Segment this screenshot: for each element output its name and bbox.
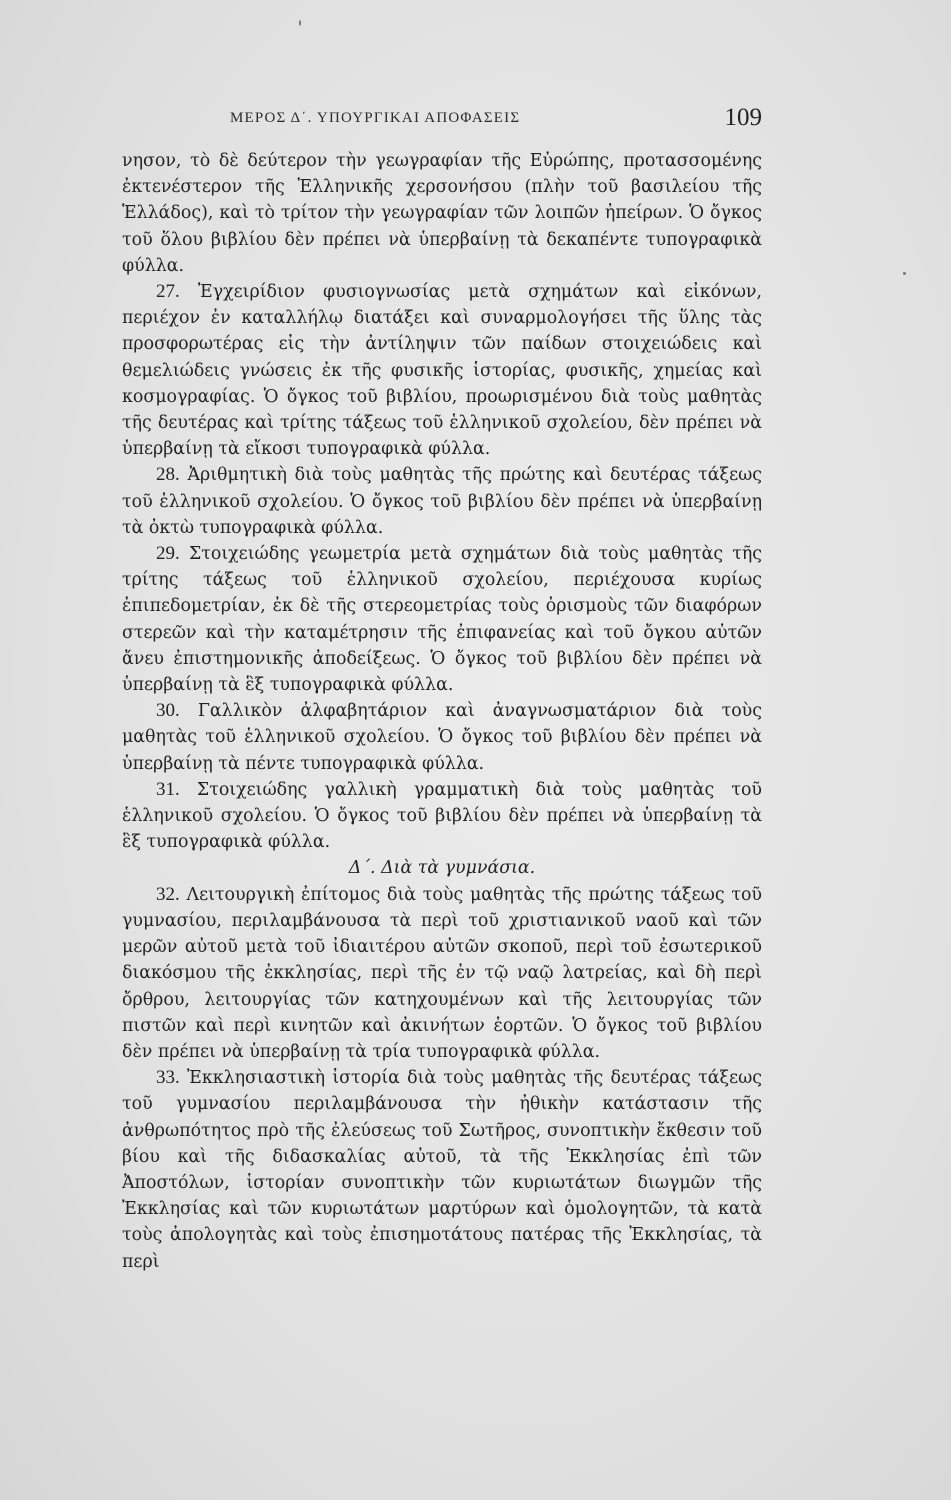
page-number: 109 (724, 104, 762, 131)
section-heading: Δ΄. Διὰ τὰ γυμνάσια. (348, 858, 536, 879)
item-number: 28. (156, 464, 180, 486)
list-item-27 (122, 279, 762, 462)
list-item-33 (122, 1065, 762, 1275)
item-text: Στοιχειώδης γεωμετρία μετὰ σχημάτων διὰ τοὺς μαθητὰς τῆς τρίτης τάξεως τοῦ ἑλληνικοῦ σχολείου, περιέχουσα κυρίως ἐπιπεδομετρίαν, ἐκ δὲ τῆς στερεομετρίας τοὺς ὁρισμοὺς τῶν διαφόρων στερεῶν καὶ τὴν καταμέτρησιν τῆς ἐπιφανείας καὶ τοῦ ὄγκου αὐτῶν ἄνευ ἐπιστημονικῆς ἀποδείξεως. Ὁ ὄγκος τοῦ βιβλίου δὲν πρέπει νὰ ὑπερβαίνῃ τὰ ἓξ τυπογραφικὰ φύλλα. (122, 544, 763, 696)
ink-speck (903, 272, 906, 275)
item-text: Ἐκκλησιαστικὴ ἱστορία διὰ τοὺς μαθητὰς τῆς δευτέρας τάξεως τοῦ γυμνασίου περιλαμβάνουσα τὴν ἠθικὴν κατάστασιν τῆς ἀνθρωπότητος πρὸ τῆς ἐλεύσεως τοῦ Σωτῆρος, συνοπτικὴν ἔκθεσιν τοῦ βίου καὶ τῆς διδασκαλίας αὐτοῦ, τὰ τῆς Ἐκκλησίας ἐπὶ τῶν Ἀποστόλων, ἱστορίαν συνοπτικὴν τῶν κυριωτάτων διωγμῶν τῆς Ἐκκλησίας καὶ τῶν κυριωτάτων μαρτύρων καὶ ὁμολογητῶν, τὰ κατὰ τοὺς ἀπολογητὰς καὶ τοὺς ἐπισημοτάτους πατέρας τῆς Ἐκκλησίας, τὰ περὶ (122, 1068, 762, 1272)
item-number: 30. (156, 700, 180, 722)
item-text: Στοιχειώδης γαλλικὴ γραμματικὴ διὰ τοὺς μαθητὰς τοῦ ἑλληνικοῦ σχολείου. Ὁ ὄγκος τοῦ βιβλίου δὲν πρέπει νὰ ὑπερβαίνῃ τὰ ἓξ τυπογραφικὰ φύλλα. (122, 779, 763, 853)
list-item-32 (122, 882, 762, 1065)
item-number: 32. (156, 883, 180, 905)
page-header (230, 104, 762, 134)
item-text: Λειτουργικὴ ἐπίτομος διὰ τοὺς μαθητὰς τῆς πρώτης τάξεως τοῦ γυμνασίου, περιλαμβάνουσα τὰ περὶ τοῦ χριστιανικοῦ ναοῦ καὶ τῶν μερῶν αὐτοῦ μετὰ τοῦ ἰδιαιτέρου αὐτῶν σκοποῦ, περὶ τοῦ ἐσωτερικοῦ διακόσμου τῆς ἐκκλησίας, περὶ τῆς ἐν τῷ ναῷ λατρείας, καὶ δὴ περὶ ὄρθρου, λειτουργίας τῶν κατηχουμένων καὶ τῆς λειτουργίας τῶν πιστῶν καὶ περὶ κινητῶν καὶ ἀκινήτων ἑορτῶν. Ὁ ὄγκος τοῦ βιβλίου δὲν πρέπει νὰ ὑπερβαίνῃ τὰ τρία τυπογραφικὰ φύλλα. (122, 884, 762, 1062)
list-item-30 (122, 698, 762, 777)
item-number: 29. (156, 543, 180, 565)
running-head: ΜΕΡΟΣ Δ΄. ΥΠΟΥΡΓΙΚΑΙ ΑΠΟΦΑΣΕΙΣ (230, 110, 521, 126)
body-text (122, 148, 762, 1275)
item-number: 33. (156, 1067, 180, 1089)
intro-paragraph: νησον, τὸ δὲ δεύτερον τὴν γεωγραφίαν τῆς Εὐρώπης, προτασσομένης ἐκτενέστερον τῆς Ἑλληνικῆς χερσονήσου (πλὴν τοῦ βασιλείου τῆς Ἑλλάδος), καὶ τὸ τρίτον τὴν γεωγραφίαν τῶν λοιπῶν ἠπείρων. Ὁ ὄγκος τοῦ ὅλου βιβλίου δὲν πρέπει νὰ ὑπερβαίνῃ τὰ δεκαπέντε τυπογραφικὰ φύλλα. (122, 151, 762, 276)
item-number: 31. (156, 778, 180, 800)
item-text: Γαλλικὸν ἀλφαβητάριον καὶ ἀναγνωσματάριον διὰ τοὺς μαθητὰς τοῦ ἑλληνικοῦ σχολείου. Ὁ ὄγκος τοῦ βιβλίου δὲν πρέπει νὰ ὑπερβαίνῃ τὰ πέντε τυπογραφικὰ φύλλα. (122, 701, 762, 774)
list-item-31 (122, 777, 762, 856)
item-text: Ἐγχειρίδιον φυσιογνωσίας μετὰ σχημάτων καὶ εἰκόνων, περιέχον ἐν καταλλήλῳ διατάξει καὶ συναρμολογήσει τῆς ὕλης τὰς προσφορωτέρας εἰς τὴν ἀντίληψιν τῶν παίδων στοιχειώδεις καὶ θεμελιώδεις γνώσεις ἐκ τῆς φυσικῆς ἱστορίας, φυσικῆς, χημείας καὶ κοσμογραφίας. Ὁ ὄγκος τοῦ βιβλίου, προωρισμένου διὰ τοὺς μαθητὰς τῆς δευτέρας καὶ τρίτης τάξεως τοῦ ἑλληνικοῦ σχολείου, δὲν πρέπει νὰ ὑπερβαίνῃ τὰ εἴκοσι τυπογραφικὰ φύλλα. (122, 282, 763, 460)
item-text: Ἀριθμητικὴ διὰ τοὺς μαθητὰς τῆς πρώτης καὶ δευτέρας τάξεως τοῦ ἑλληνικοῦ σχολείου. Ὁ ὄγκος τοῦ βιβλίου δὲν πρέπει νὰ ὑπερβαίνῃ τὰ ὀκτὼ τυπογραφικὰ φύλλα. (122, 465, 762, 538)
list-item-29 (122, 541, 762, 698)
ink-speck (299, 20, 301, 26)
item-number: 27. (156, 281, 180, 303)
list-item-28 (122, 462, 762, 541)
